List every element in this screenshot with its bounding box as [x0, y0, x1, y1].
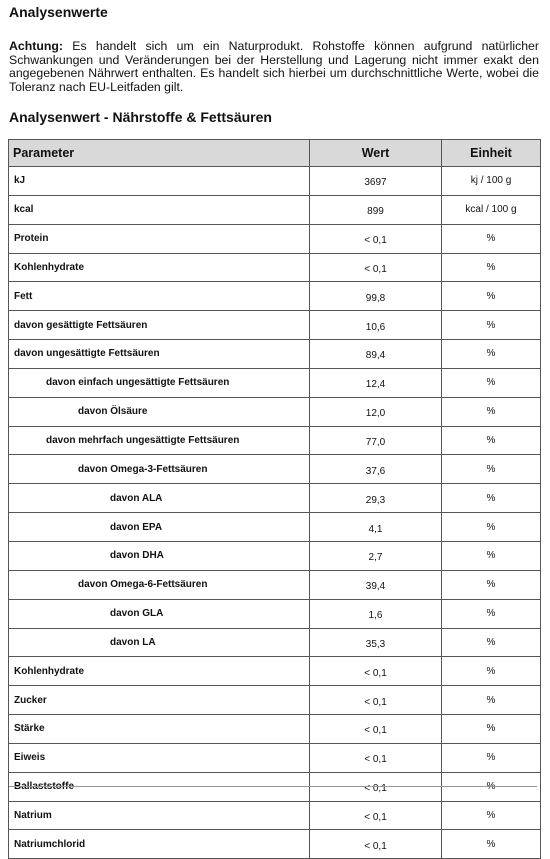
cell-parameter: kJ — [9, 167, 310, 196]
disclaimer-label: Achtung: — [9, 39, 63, 53]
cell-parameter: davon GLA — [9, 599, 310, 628]
table-row — [9, 570, 541, 599]
cell-value: 10,6 — [310, 311, 442, 340]
cell-value: 12,0 — [310, 397, 442, 426]
table-title: Analysenwert - Nährstoffe & Fettsäuren — [9, 109, 272, 125]
cell-value: 37,6 — [310, 455, 442, 484]
cell-value: 35,3 — [310, 628, 442, 657]
cell-parameter: davon LA — [9, 628, 310, 657]
cell-value: 12,4 — [310, 368, 442, 397]
cell-unit: % — [442, 686, 541, 715]
cell-value: 4,1 — [310, 513, 442, 542]
cell-unit: % — [442, 743, 541, 772]
table-row — [9, 253, 541, 282]
cell-parameter: davon ungesättigte Fettsäuren — [9, 340, 310, 369]
cell-unit: kcal / 100 g — [442, 195, 541, 224]
table-row — [9, 195, 541, 224]
cell-value: < 0,1 — [310, 224, 442, 253]
cell-value: < 0,1 — [310, 686, 442, 715]
nutrition-table — [8, 139, 541, 859]
disclaimer-note — [9, 40, 539, 94]
cell-parameter: Zucker — [9, 686, 310, 715]
cell-parameter: Natriumchlorid — [9, 830, 310, 859]
table-row — [9, 541, 541, 570]
cell-value: 77,0 — [310, 426, 442, 455]
cell-value: < 0,1 — [310, 830, 442, 859]
cell-value: < 0,1 — [310, 772, 442, 801]
cell-value: 39,4 — [310, 570, 442, 599]
cell-parameter: Ballaststoffe — [9, 772, 310, 801]
table-row — [9, 743, 541, 772]
table-row — [9, 368, 541, 397]
cell-unit: % — [442, 772, 541, 801]
cell-value: 3697 — [310, 167, 442, 196]
cell-parameter: Kohlenhydrate — [9, 657, 310, 686]
table-row — [9, 801, 541, 830]
cell-unit: % — [442, 801, 541, 830]
table-row — [9, 340, 541, 369]
cell-parameter: davon Omega-3-Fettsäuren — [9, 455, 310, 484]
cell-unit: % — [442, 426, 541, 455]
cell-unit: % — [442, 657, 541, 686]
cell-unit: kj / 100 g — [442, 167, 541, 196]
cell-unit: % — [442, 830, 541, 859]
cell-unit: % — [442, 340, 541, 369]
cell-parameter: Protein — [9, 224, 310, 253]
table-row — [9, 224, 541, 253]
cell-unit: % — [442, 599, 541, 628]
table-row — [9, 628, 541, 657]
table-row — [9, 484, 541, 513]
cell-unit: % — [442, 570, 541, 599]
table-row — [9, 455, 541, 484]
cell-value: 29,3 — [310, 484, 442, 513]
cell-parameter: Fett — [9, 282, 310, 311]
cell-parameter: davon Ölsäure — [9, 397, 310, 426]
cell-unit: % — [442, 282, 541, 311]
cell-parameter: Kohlenhydrate — [9, 253, 310, 282]
cell-parameter: davon einfach ungesättigte Fettsäuren — [9, 368, 310, 397]
cell-parameter: davon Omega-6-Fettsäuren — [9, 570, 310, 599]
cell-parameter: davon DHA — [9, 541, 310, 570]
table-body — [9, 167, 541, 859]
cell-value: 99,8 — [310, 282, 442, 311]
cell-unit: % — [442, 368, 541, 397]
header-value: Wert — [310, 140, 442, 167]
table-row — [9, 426, 541, 455]
header-parameter: Parameter — [9, 140, 310, 167]
table-row — [9, 715, 541, 744]
header-unit: Einheit — [442, 140, 541, 167]
cell-unit: % — [442, 541, 541, 570]
cell-parameter: Stärke — [9, 715, 310, 744]
cell-unit: % — [442, 253, 541, 282]
footer-divider — [9, 786, 537, 787]
table-row — [9, 830, 541, 859]
cell-value: 899 — [310, 195, 442, 224]
cell-unit: % — [442, 224, 541, 253]
cell-unit: % — [442, 397, 541, 426]
cell-unit: % — [442, 513, 541, 542]
cell-value: 1,6 — [310, 599, 442, 628]
table-row — [9, 397, 541, 426]
cell-value: 2,7 — [310, 541, 442, 570]
cell-unit: % — [442, 484, 541, 513]
cell-value: < 0,1 — [310, 801, 442, 830]
table-header-row — [9, 140, 541, 167]
table-row — [9, 686, 541, 715]
cell-value: < 0,1 — [310, 743, 442, 772]
table-row — [9, 282, 541, 311]
cell-parameter: kcal — [9, 195, 310, 224]
cell-unit: % — [442, 628, 541, 657]
disclaimer-text: Es handelt sich um ein Naturprodukt. Rohstoffe können aufgrund natürlicher Schwankungen und Veränderungen bei der Herstellung und Lagerung nicht immer exakt den angegebenen Nährwert enthalten. Es handelt sich hierbei um durchschnittliche Werte, wobei die Toleranz nach EU-Leitfaden gilt. — [9, 39, 539, 94]
cell-parameter: Eiweis — [9, 743, 310, 772]
table-row — [9, 599, 541, 628]
cell-parameter: davon gesättigte Fettsäuren — [9, 311, 310, 340]
table-row — [9, 657, 541, 686]
cell-unit: % — [442, 455, 541, 484]
cell-parameter: davon ALA — [9, 484, 310, 513]
page-heading: Analysenwerte — [9, 4, 108, 20]
table-row — [9, 311, 541, 340]
cell-value: < 0,1 — [310, 253, 442, 282]
cell-parameter: Natrium — [9, 801, 310, 830]
cell-value: 89,4 — [310, 340, 442, 369]
cell-value: < 0,1 — [310, 715, 442, 744]
cell-parameter: davon mehrfach ungesättigte Fettsäuren — [9, 426, 310, 455]
table-row — [9, 167, 541, 196]
cell-value: < 0,1 — [310, 657, 442, 686]
cell-parameter: davon EPA — [9, 513, 310, 542]
cell-unit: % — [442, 311, 541, 340]
cell-unit: % — [442, 715, 541, 744]
table-row — [9, 513, 541, 542]
